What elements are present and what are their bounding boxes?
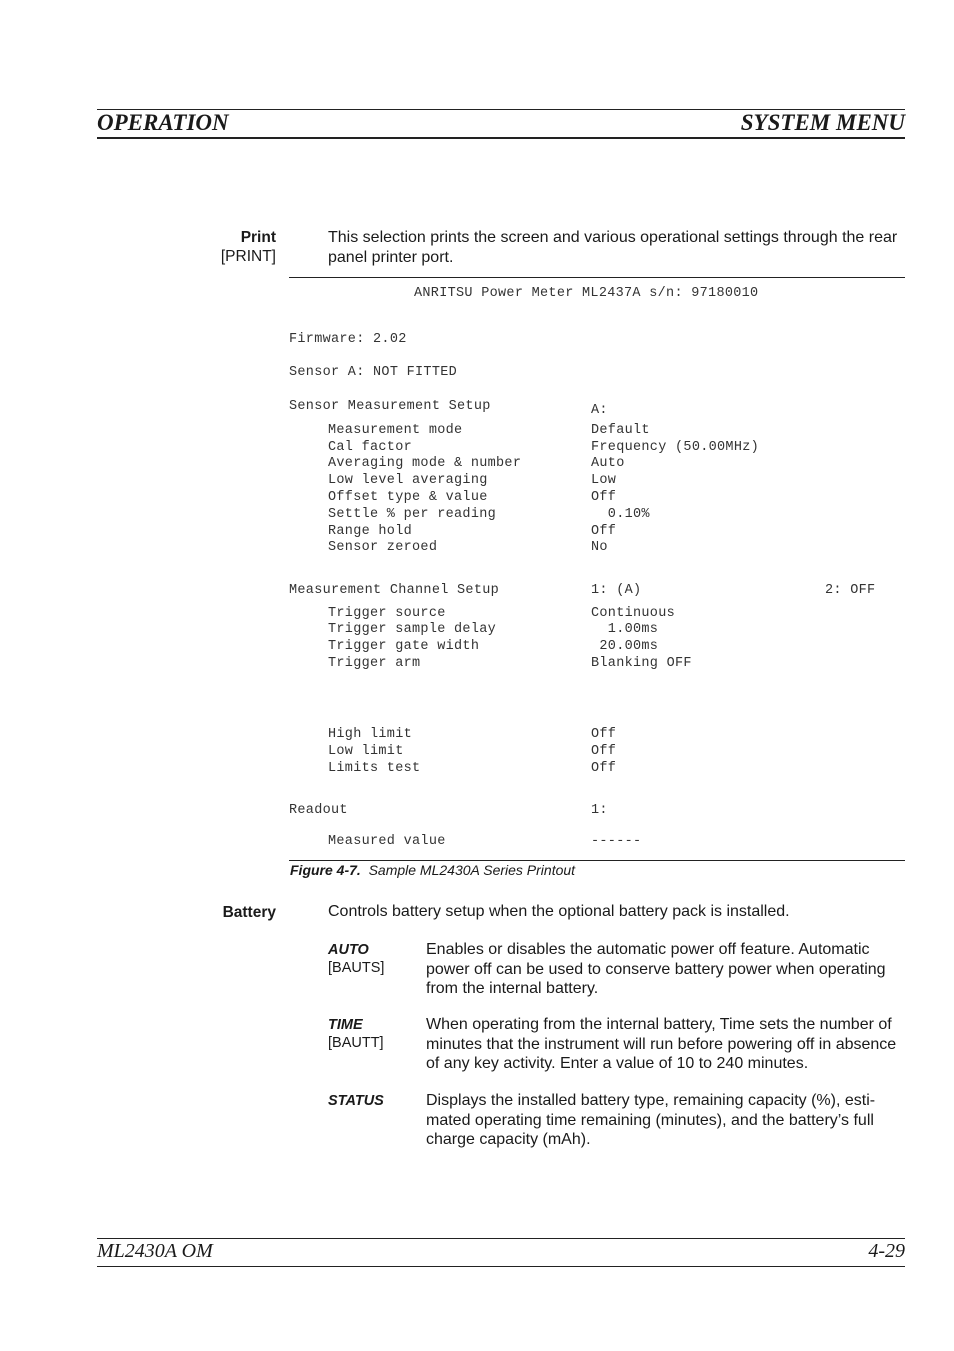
battery-description: Controls battery setup when the optional battery pack is installed. [328,903,790,920]
auto-term-label: AUTO [328,942,369,958]
sensor-setup-column: A: [591,403,608,418]
table-row-key: High limit [328,727,413,742]
table-row-key: Settle % per reading [328,507,497,522]
table-row-value: No [591,540,608,555]
table-row-key: Trigger gate width [328,639,480,654]
printout-title: ANRITSU Power Meter ML2437A s/n: 97180010 [414,286,759,301]
figure-caption-text: Sample ML2430A Series Printout [368,862,576,878]
channel-setup-column-2: 2: OFF [825,583,876,598]
table-row-key: Averaging mode & number [328,456,522,471]
footer-manual-title: ML2430A OM [97,1240,213,1262]
table-row-value: Low [591,473,617,488]
table-row-key: Trigger source [328,606,446,621]
table-row-key: Range hold [328,524,413,539]
table-row-value: Auto [591,456,625,471]
readout-label: Readout [289,803,348,818]
table-row-value: Off [591,761,617,776]
print-code: [PRINT] [220,248,276,265]
channel-setup-label: Measurement Channel Setup [289,583,500,598]
header-section-title: OPERATION [97,110,229,135]
battery-auto-term [328,941,384,977]
footer-page-number: 4-29 [868,1240,905,1262]
battery-time-term [328,1016,384,1052]
battery-status-term [328,1092,384,1110]
table-row-key: Offset type & value [328,490,488,505]
print-sidehead [96,228,276,266]
table-row-key: Sensor zeroed [328,540,438,555]
table-row-value: 20.00ms [591,639,659,654]
status-term-description: Displays the installed battery type, remaining capacity (%), esti-mated operating time remaining (minutes), and the battery’s full charge capacity (mAh). [426,1092,876,1148]
sensor-setup-label: Sensor Measurement Setup [289,399,491,414]
table-row-value: Default [591,423,650,438]
table-row-key: Low level averaging [328,473,488,488]
auto-term-description: Enables or disables the automatic power off feature. Automatic power off can be used to conserve battery power when operating from the internal battery. [426,941,886,997]
printout-bottom-rule [289,860,905,861]
table-row-key: Trigger arm [328,656,421,671]
header-bottom-rule [97,137,905,139]
status-term-label: STATUS [328,1093,384,1109]
printout-top-rule [289,277,905,278]
table-row-value: Frequency (50.00MHz) [591,440,760,455]
readout-column: 1: [591,803,608,818]
table-row-key: Trigger sample delay [328,622,497,637]
table-row-value: 0.10% [591,507,650,522]
table-row-value: Continuous [591,606,676,621]
figure-caption [290,862,575,878]
table-row-key: Cal factor [328,440,413,455]
print-description: This selection prints the screen and various operational settings through the rear panel printer port. [328,229,898,266]
auto-term-code: [BAUTS] [328,960,385,976]
time-term-description: When operating from the internal battery, Time sets the number of minutes that the instrument will run before powering off in absence of any key activity. Enter a value of 10 to 240 minutes. [426,1016,897,1072]
table-row-key: Low limit [328,744,404,759]
channel-setup-column-1: 1: (A) [591,583,642,598]
print-label: Print [240,229,276,246]
printout-firmware: Firmware: 2.02 [289,332,407,347]
battery-sidehead: Battery [222,904,276,921]
printout-sensor-a: Sensor A: NOT FITTED [289,365,458,380]
footer-top-rule [97,1238,905,1239]
measured-value-key: Measured value [328,834,446,849]
table-row-key: Measurement mode [328,423,463,438]
footer-bottom-rule [97,1266,905,1267]
header-chapter-title: SYSTEM MENU [740,110,905,135]
figure-number: Figure 4-7. [290,862,361,878]
table-row-value: Off [591,744,617,759]
table-row-value: 1.00ms [591,622,659,637]
time-term-label: TIME [328,1017,363,1033]
table-row-value: Blanking OFF [591,656,692,671]
table-row-value: Off [591,727,617,742]
table-row-key: Limits test [328,761,421,776]
time-term-code: [BAUTT] [328,1035,384,1051]
table-row-value: Off [591,524,617,539]
table-row-value: Off [591,490,617,505]
measured-value-value: ------ [591,834,642,849]
